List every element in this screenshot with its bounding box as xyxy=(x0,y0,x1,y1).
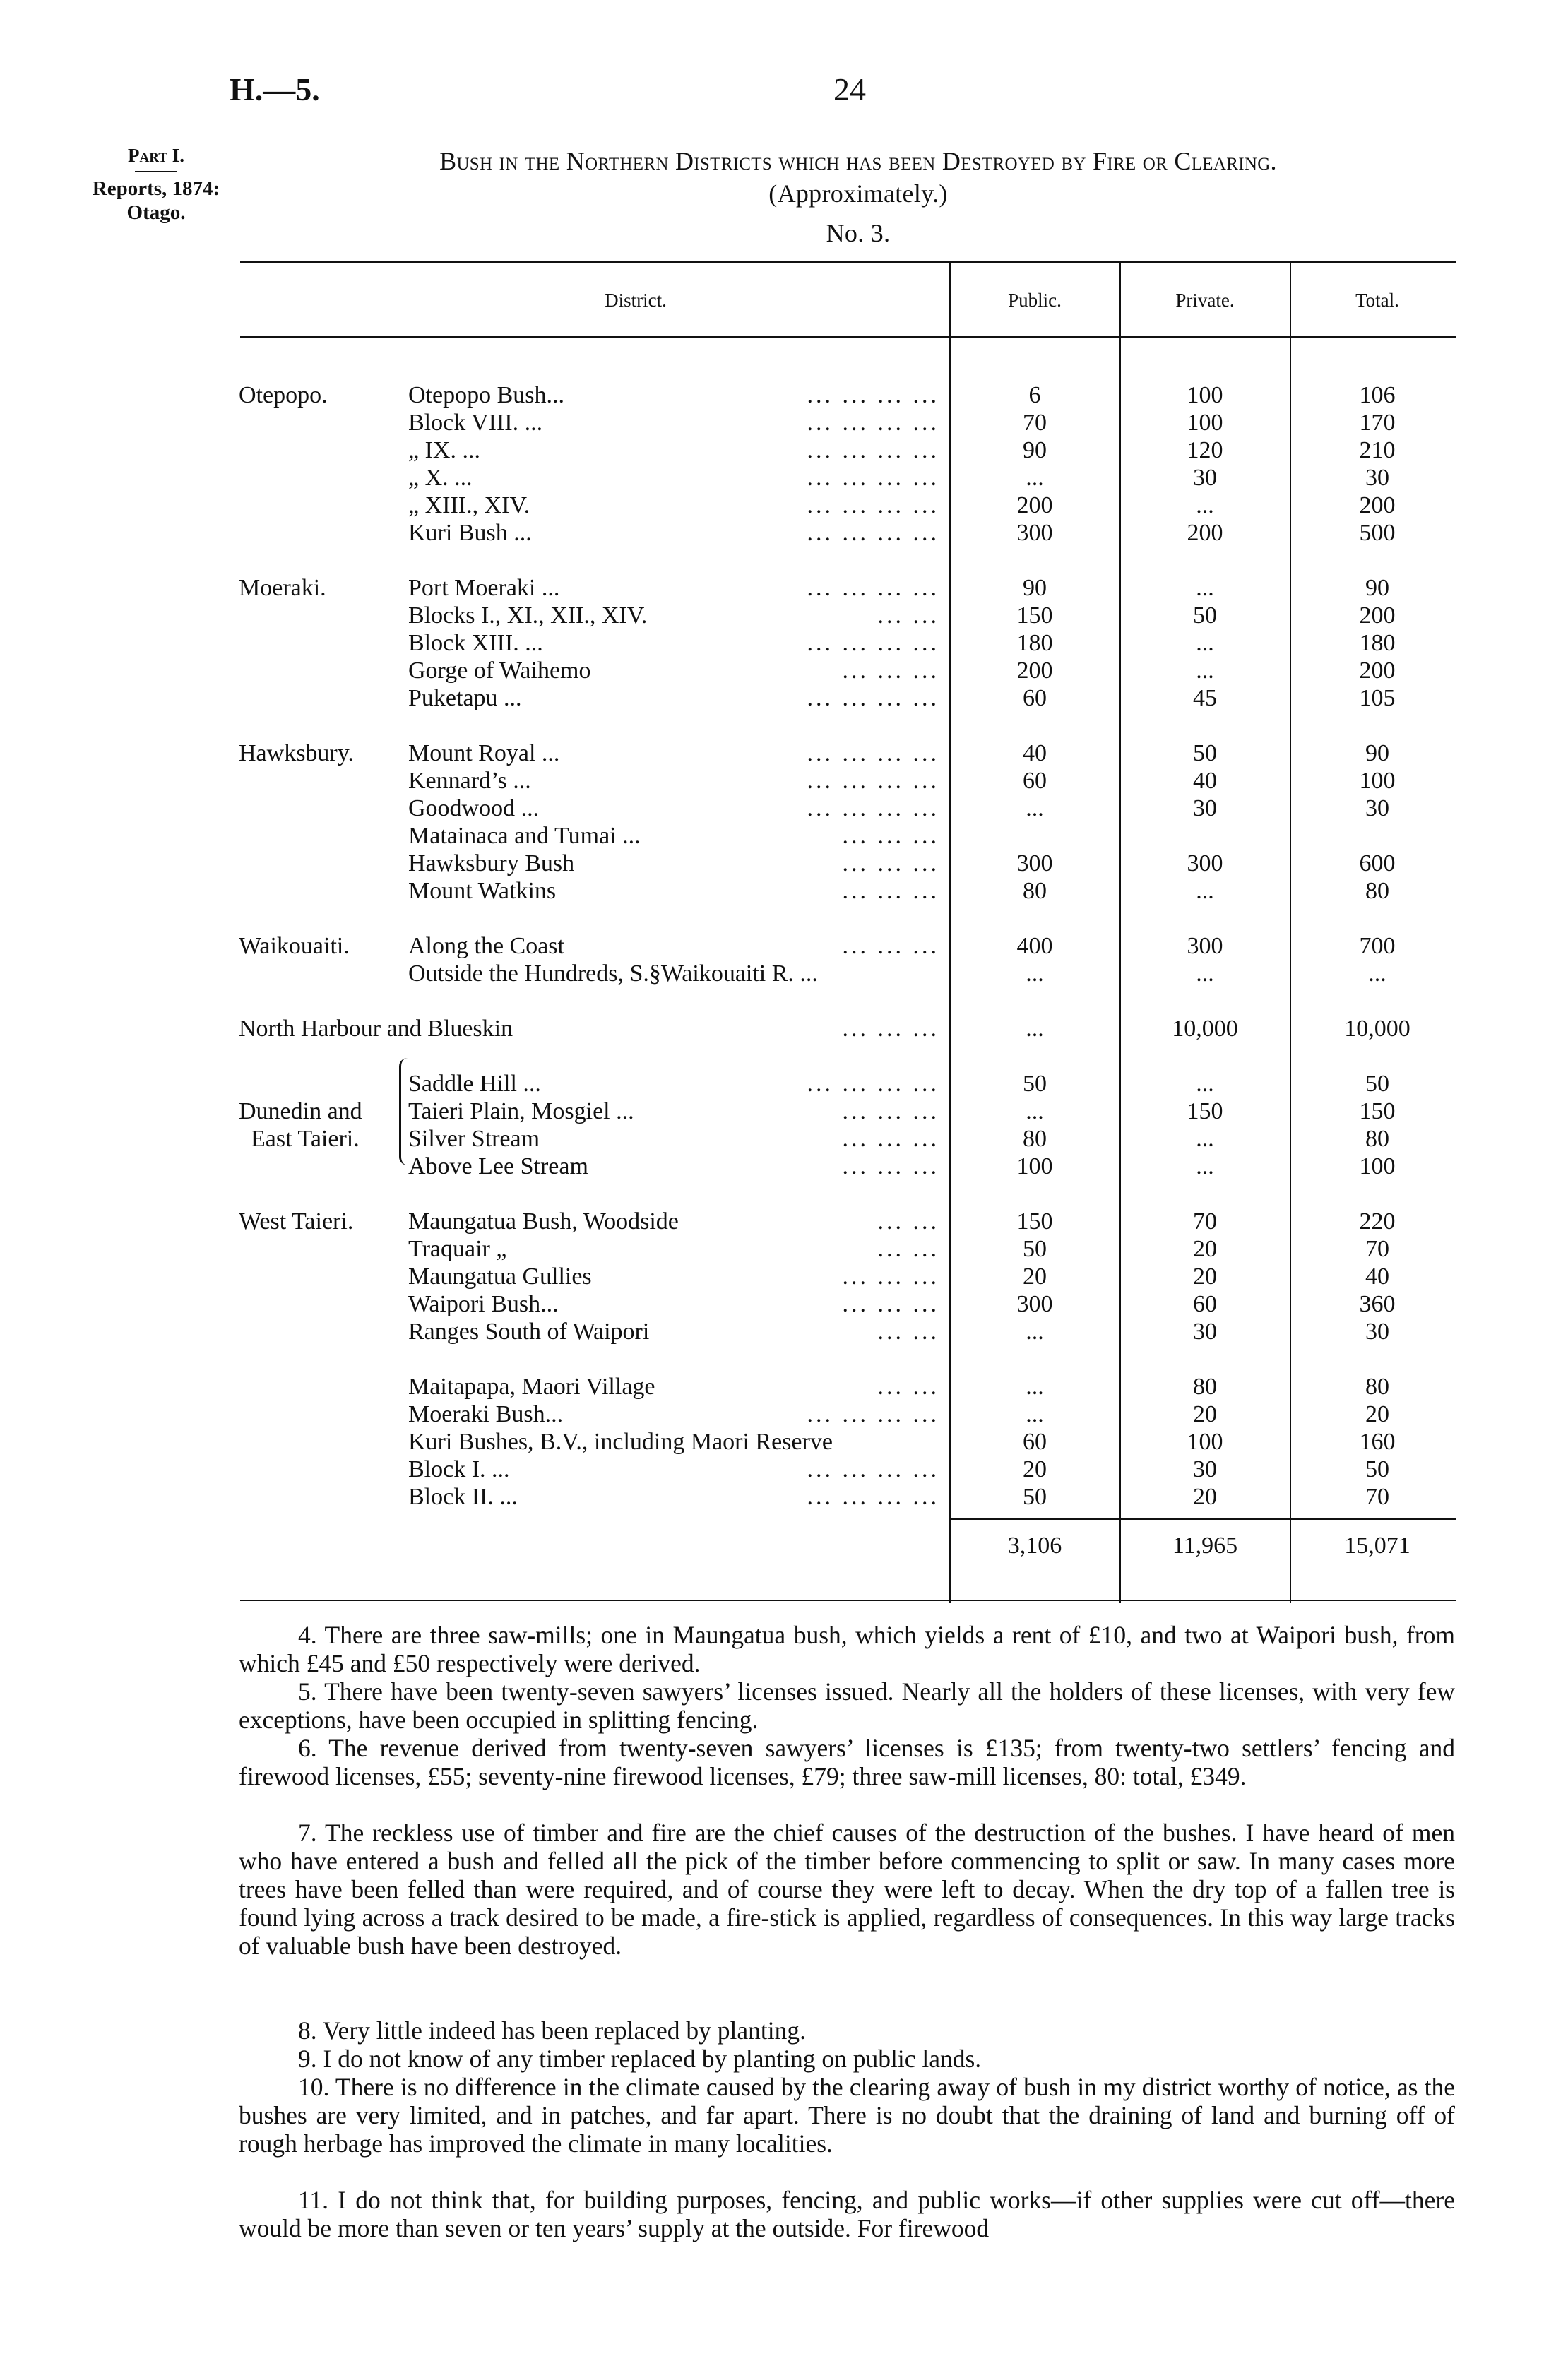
table-row xyxy=(0,1208,1568,1235)
table-row xyxy=(0,767,1568,795)
row-public: 90 xyxy=(1023,437,1047,463)
row-public: ... xyxy=(1026,1098,1044,1124)
row-leader-dots: ... ... ... xyxy=(842,933,939,959)
row-public: 180 xyxy=(1016,630,1053,656)
row-public: 300 xyxy=(1016,520,1053,546)
paragraph-text: 10. There is no difference in the climate caused by the clearing away of bush in my district worthy of notice, as the bushes are very limited, and in patches, and far apart. There is no doubt that the draining of land and burning off of rough herbage has improved the climate in many localities. xyxy=(239,2073,1455,2158)
title-line-1: Bush in the Northern Districts which has been Destroyed by Fire or Clearing. xyxy=(439,147,1277,175)
row-public: 60 xyxy=(1023,685,1047,711)
row-district: North Harbour and Blueskin xyxy=(239,1016,513,1042)
row-district: Waikouaiti. xyxy=(239,933,350,959)
total-total: 15,071 xyxy=(1344,1533,1410,1559)
row-leader-dots: ... ... ... xyxy=(842,1153,939,1179)
row-leader-dots: ... ... ... ... xyxy=(807,795,939,821)
row-place: Block VIII. ... xyxy=(408,410,543,436)
row-place: Block XIII. ... xyxy=(408,630,543,656)
row-public: 80 xyxy=(1023,1126,1047,1152)
row-place: Maungatua Bush, Woodside xyxy=(408,1208,679,1235)
paragraph xyxy=(239,1734,1455,1790)
row-public: 50 xyxy=(1023,1484,1047,1510)
row-public: 6 xyxy=(1028,382,1041,408)
row-private: ... xyxy=(1196,1126,1214,1152)
table-row xyxy=(0,492,1568,519)
table-row xyxy=(0,1153,1568,1180)
row-district: West Taieri. xyxy=(239,1208,354,1235)
row-place: Kuri Bushes, B.V., including Maori Reserve xyxy=(408,1429,833,1455)
row-public: 200 xyxy=(1016,658,1053,684)
row-private: ... xyxy=(1196,492,1214,518)
row-total: ... xyxy=(1368,961,1386,987)
margin-rule xyxy=(135,171,177,172)
row-total: 360 xyxy=(1359,1291,1396,1317)
row-total: 50 xyxy=(1365,1071,1389,1097)
totals-rule xyxy=(949,1518,1456,1520)
row-private: 20 xyxy=(1193,1236,1217,1262)
row-public: 90 xyxy=(1023,575,1047,601)
row-leader-dots: ... ... ... ... xyxy=(807,575,939,601)
row-place: Taieri Plain, Mosgiel ... xyxy=(408,1098,634,1124)
row-private: 200 xyxy=(1187,520,1223,546)
row-place: Silver Stream xyxy=(408,1126,540,1152)
table-row xyxy=(0,1428,1568,1456)
row-total: 80 xyxy=(1365,878,1389,904)
row-leader-dots: ... ... ... ... xyxy=(807,382,939,408)
table-row xyxy=(0,1456,1568,1483)
row-total: 80 xyxy=(1365,1374,1389,1400)
paragraph xyxy=(239,1677,1455,1734)
row-leader-dots: ... ... ... ... xyxy=(807,1456,939,1482)
row-private: 120 xyxy=(1187,437,1223,463)
row-district: Otepopo. xyxy=(239,382,328,408)
row-total: 100 xyxy=(1359,768,1396,794)
row-district: East Taieri. xyxy=(251,1126,360,1152)
row-private: ... xyxy=(1196,630,1214,656)
row-leader-dots: ... ... ... ... xyxy=(807,740,939,766)
table-row xyxy=(0,739,1568,767)
row-place: „ IX. ... xyxy=(408,437,480,463)
row-leader-dots: ... ... ... ... xyxy=(807,410,939,436)
paragraph-text: 8. Very little indeed has been replaced by planting. xyxy=(298,2016,806,2045)
row-total: 90 xyxy=(1365,740,1389,766)
row-place: Maungatua Gullies xyxy=(408,1263,592,1290)
row-total: 200 xyxy=(1359,658,1396,684)
row-public: 150 xyxy=(1016,1208,1053,1235)
table-row xyxy=(0,877,1568,905)
row-public: ... xyxy=(1026,795,1044,821)
row-public: 20 xyxy=(1023,1456,1047,1482)
row-place: Blocks I., XI., XII., XIV. xyxy=(408,602,648,629)
row-private: 60 xyxy=(1193,1291,1217,1317)
row-leader-dots: ... ... ... ... xyxy=(807,520,939,546)
table-row xyxy=(0,1263,1568,1290)
row-leader-dots: ... ... ... xyxy=(842,1016,939,1042)
row-leader-dots: ... ... ... ... xyxy=(807,465,939,491)
header-district: District. xyxy=(605,290,667,311)
table-row xyxy=(0,1483,1568,1511)
row-leader-dots: ... ... ... xyxy=(842,1098,939,1124)
row-public: 300 xyxy=(1016,1291,1053,1317)
table-header-rule xyxy=(240,336,1456,338)
row-private: 100 xyxy=(1187,1429,1223,1455)
table-row xyxy=(0,381,1568,409)
row-place: Matainaca and Tumai ... xyxy=(408,823,641,849)
row-private: 50 xyxy=(1193,602,1217,629)
row-total: 100 xyxy=(1359,1153,1396,1179)
row-total: 30 xyxy=(1365,1319,1389,1345)
row-total: 40 xyxy=(1365,1263,1389,1290)
paragraph-text: 5. There have been twenty-seven sawyers’ licenses issued. Nearly all the holders of these licenses, with very few exceptions, have been occupied in splitting fencing. xyxy=(239,1677,1455,1734)
row-private: 50 xyxy=(1193,740,1217,766)
margin-part: Part I. xyxy=(128,145,184,166)
row-private: 20 xyxy=(1193,1263,1217,1290)
row-private: ... xyxy=(1196,961,1214,987)
table-row xyxy=(0,1098,1568,1125)
paragraph xyxy=(239,1621,1455,1677)
row-private: 150 xyxy=(1187,1098,1223,1124)
row-private: ... xyxy=(1196,878,1214,904)
paragraph-text: 9. I do not know of any timber replaced by planting on public lands. xyxy=(298,2045,982,2073)
row-leader-dots: ... ... ... xyxy=(842,850,939,876)
row-place: Otepopo Bush... xyxy=(408,382,564,408)
title-line-2: (Approximately.) xyxy=(768,179,948,208)
row-leader-dots: ... ... xyxy=(877,1319,939,1345)
row-place: Puketapu ... xyxy=(408,685,522,711)
total-public: 3,106 xyxy=(1007,1533,1062,1559)
row-leader-dots: ... ... ... xyxy=(842,1263,939,1290)
paragraph xyxy=(239,2186,1455,2242)
table-row xyxy=(0,1400,1568,1428)
row-leader-dots: ... ... ... xyxy=(842,1291,939,1317)
row-private: 20 xyxy=(1193,1484,1217,1510)
row-private: 80 xyxy=(1193,1374,1217,1400)
row-total: 700 xyxy=(1359,933,1396,959)
row-leader-dots: ... ... ... ... xyxy=(807,630,939,656)
table-row xyxy=(0,1015,1568,1042)
row-leader-dots: ... ... ... ... xyxy=(807,685,939,711)
row-place: Above Lee Stream xyxy=(408,1153,588,1179)
row-public: 100 xyxy=(1016,1153,1053,1179)
table-row xyxy=(0,932,1568,960)
row-total: 220 xyxy=(1359,1208,1396,1235)
row-total: 200 xyxy=(1359,602,1396,629)
header-private: Private. xyxy=(1175,290,1235,311)
row-private: 100 xyxy=(1187,410,1223,436)
row-public: 20 xyxy=(1023,1263,1047,1290)
row-public: 150 xyxy=(1016,602,1053,629)
row-private: ... xyxy=(1196,1071,1214,1097)
row-place: Along the Coast xyxy=(408,933,564,959)
table-row xyxy=(0,795,1568,822)
row-leader-dots: ... ... xyxy=(877,1208,939,1235)
paragraph xyxy=(239,1819,1455,1960)
table-row xyxy=(0,409,1568,436)
row-total: 90 xyxy=(1365,575,1389,601)
title-line-3: No. 3. xyxy=(826,219,891,247)
row-total: 160 xyxy=(1359,1429,1396,1455)
row-total: 600 xyxy=(1359,850,1396,876)
row-public: 60 xyxy=(1023,768,1047,794)
row-public: ... xyxy=(1026,1401,1044,1427)
row-total: 50 xyxy=(1365,1456,1389,1482)
paragraph xyxy=(239,2045,1455,2073)
row-public: 400 xyxy=(1016,933,1053,959)
row-place: Mount Royal ... xyxy=(408,740,560,766)
row-private: 100 xyxy=(1187,382,1223,408)
row-district: Hawksbury. xyxy=(239,740,355,766)
row-private: ... xyxy=(1196,658,1214,684)
table-row xyxy=(0,1318,1568,1345)
table-row xyxy=(0,602,1568,629)
row-place: „ XIII., XIV. xyxy=(408,492,530,518)
row-place: Ranges South of Waipori xyxy=(408,1319,650,1345)
row-private: 70 xyxy=(1193,1208,1217,1235)
table-row xyxy=(0,1235,1568,1263)
row-leader-dots: ... ... ... xyxy=(842,658,939,684)
table-row xyxy=(0,519,1568,547)
row-total: 20 xyxy=(1365,1401,1389,1427)
row-total: 105 xyxy=(1359,685,1396,711)
table-bottom-rule xyxy=(240,1600,1456,1601)
table-row xyxy=(0,436,1568,464)
header-public: Public. xyxy=(1008,290,1062,311)
paragraph-text: 4. There are three saw-mills; one in Maungatua bush, which yields a rent of £10, and two at Waipori bush, from which £45 and £50 respectively were derived. xyxy=(239,1621,1455,1677)
row-private: 30 xyxy=(1193,1456,1217,1482)
row-leader-dots: ... ... ... ... xyxy=(807,437,939,463)
row-leader-dots: ... ... ... xyxy=(842,823,939,849)
table-row xyxy=(0,1290,1568,1318)
row-leader-dots: ... ... xyxy=(877,1374,939,1400)
row-public: ... xyxy=(1026,465,1044,491)
total-private: 11,965 xyxy=(1172,1533,1238,1559)
row-private: 30 xyxy=(1193,1319,1217,1345)
row-place: Kuri Bush ... xyxy=(408,520,532,546)
row-total: 210 xyxy=(1359,437,1396,463)
row-place: Maitapapa, Maori Village xyxy=(408,1374,655,1400)
margin-region: Otago. xyxy=(126,201,186,224)
row-total: 80 xyxy=(1365,1126,1389,1152)
row-public: ... xyxy=(1026,1016,1044,1042)
row-private: 45 xyxy=(1193,685,1217,711)
row-place: Port Moeraki ... xyxy=(408,575,560,601)
row-public: 60 xyxy=(1023,1429,1047,1455)
row-public: 50 xyxy=(1023,1236,1047,1262)
row-public: ... xyxy=(1026,1374,1044,1400)
row-place: Kennard’s ... xyxy=(408,768,531,794)
row-total: 30 xyxy=(1365,795,1389,821)
row-place: Mount Watkins xyxy=(408,878,557,904)
row-private: 20 xyxy=(1193,1401,1217,1427)
paragraph-text: 7. The reckless use of timber and fire are the chief causes of the destruction of the bushes. I have heard of men who have entered a bush and felled all the pick of the timber before commencing to split or saw. In many cases more trees have been felled than were required, and of course they were left to decay. When the dry top of a fallen tree is found lying across a track desired to be made, a fire-stick is applied, regardless of consequences. In this way large tracks of valuable bush have been destroyed. xyxy=(239,1819,1455,1960)
row-total: 70 xyxy=(1365,1484,1389,1510)
header-total: Total. xyxy=(1355,290,1399,311)
row-place: Saddle Hill ... xyxy=(408,1071,541,1097)
row-leader-dots: ... ... ... ... xyxy=(807,768,939,794)
row-public: 80 xyxy=(1023,878,1047,904)
paragraph-text: 6. The revenue derived from twenty-seven sawyers’ licenses is £135; from twenty-two settlers’ fencing and firewood licenses, £55; seventy-nine firewood licenses, £79; three saw-mill licenses, 80: total, £349. xyxy=(239,1734,1455,1790)
row-total: 500 xyxy=(1359,520,1396,546)
row-leader-dots: ... ... ... ... xyxy=(807,492,939,518)
table-row xyxy=(0,960,1568,987)
table-row xyxy=(0,657,1568,684)
row-public: 200 xyxy=(1016,492,1053,518)
document-code: H.—5. xyxy=(230,71,320,107)
row-total: 70 xyxy=(1365,1236,1389,1262)
row-private: 40 xyxy=(1193,768,1217,794)
row-total: 150 xyxy=(1359,1098,1396,1124)
row-place: Goodwood ... xyxy=(408,795,540,821)
row-place: Block I. ... xyxy=(408,1456,510,1482)
paragraph xyxy=(239,2073,1455,2158)
table-row xyxy=(0,1125,1568,1153)
row-total: 170 xyxy=(1359,410,1396,436)
row-place: Gorge of Waihemo xyxy=(408,658,591,684)
table-row xyxy=(0,629,1568,657)
row-place: Block II. ... xyxy=(408,1484,518,1510)
row-public: ... xyxy=(1026,1319,1044,1345)
row-public: 70 xyxy=(1023,410,1047,436)
row-place: Traquair „ xyxy=(408,1236,507,1262)
row-district: Dunedin and xyxy=(239,1098,362,1124)
row-total: 200 xyxy=(1359,492,1396,518)
table-row xyxy=(0,574,1568,602)
row-private: 10,000 xyxy=(1172,1016,1238,1042)
row-total: 180 xyxy=(1359,630,1396,656)
row-private: 30 xyxy=(1193,465,1217,491)
row-public: 50 xyxy=(1023,1071,1047,1097)
table-top-rule xyxy=(240,261,1456,263)
row-leader-dots: ... ... ... xyxy=(842,878,939,904)
row-leader-dots: ... ... ... ... xyxy=(807,1484,939,1510)
row-leader-dots: ... ... xyxy=(877,1236,939,1262)
row-leader-dots: ... ... ... ... xyxy=(807,1401,939,1427)
row-private: 30 xyxy=(1193,795,1217,821)
table-title xyxy=(247,145,1469,249)
row-place: Outside the Hundreds, S.§Waikouaiti R. ... xyxy=(408,961,818,987)
table-row xyxy=(0,850,1568,877)
margin-reports: Reports, 1874: xyxy=(92,177,220,200)
paragraph-text: 11. I do not think that, for building purposes, fencing, and public works—if other supplies were cut off—there would be more than seven or ten years’ supply at the outside. For firewood xyxy=(239,2186,1455,2242)
row-district: Moeraki. xyxy=(239,575,326,601)
row-place: Waipori Bush... xyxy=(408,1291,559,1317)
row-total: 10,000 xyxy=(1344,1016,1410,1042)
row-place: „ X. ... xyxy=(408,465,473,491)
row-total: 106 xyxy=(1359,382,1396,408)
margin-note xyxy=(68,145,244,225)
row-public: 300 xyxy=(1016,850,1053,876)
table-row xyxy=(0,684,1568,712)
row-private: ... xyxy=(1196,575,1214,601)
paragraph xyxy=(239,2016,1455,2045)
row-public: 40 xyxy=(1023,740,1047,766)
row-total: 30 xyxy=(1365,465,1389,491)
row-leader-dots: ... ... xyxy=(877,602,939,629)
row-private: ... xyxy=(1196,1153,1214,1179)
row-private: 300 xyxy=(1187,933,1223,959)
table-row xyxy=(0,464,1568,492)
table-row xyxy=(0,1070,1568,1098)
row-leader-dots: ... ... ... ... xyxy=(807,1071,939,1097)
row-leader-dots: ... ... ... xyxy=(842,1126,939,1152)
table-row xyxy=(0,1373,1568,1400)
row-place: Hawksbury Bush xyxy=(408,850,575,876)
row-public: ... xyxy=(1026,961,1044,987)
table-row xyxy=(0,822,1568,850)
row-place: Moeraki Bush... xyxy=(408,1401,564,1427)
row-private: 300 xyxy=(1187,850,1223,876)
page-number: 24 xyxy=(833,71,866,107)
